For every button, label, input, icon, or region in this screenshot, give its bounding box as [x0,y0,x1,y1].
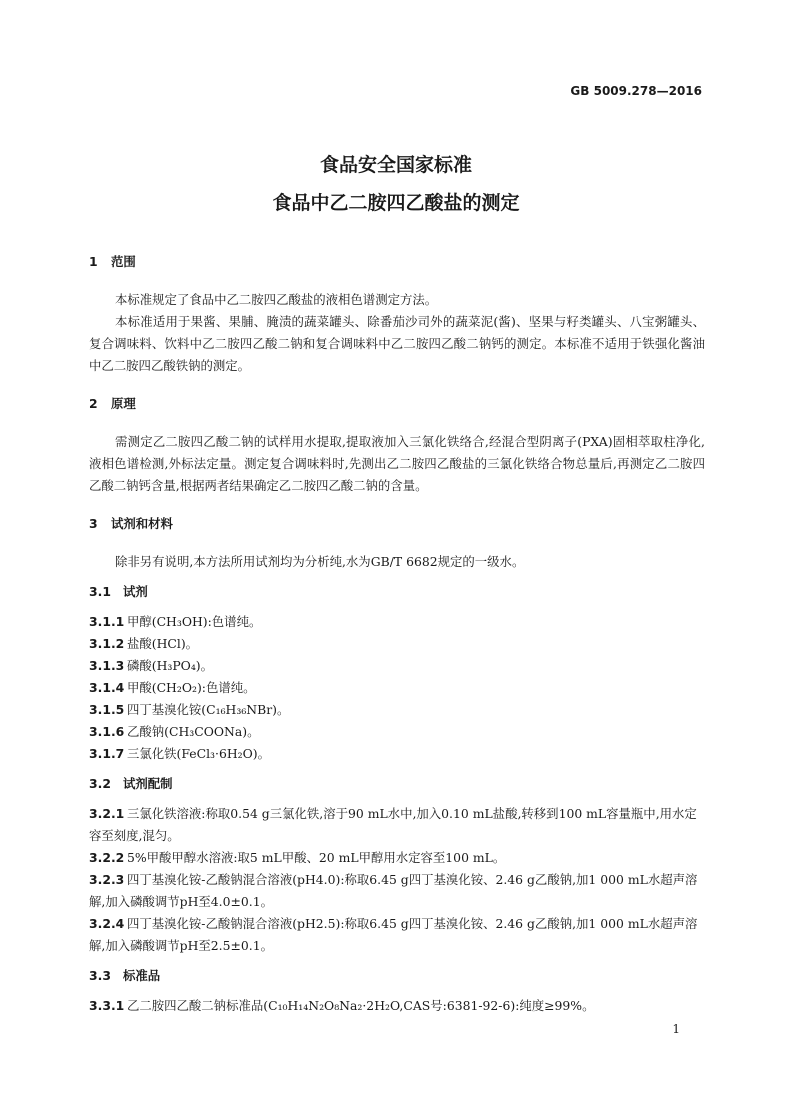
section-number: 1 [89,254,98,269]
section-number: 2 [89,396,98,411]
list-item [89,699,705,721]
page-number: 1 [672,1022,680,1036]
list-item [89,655,705,677]
list-item [89,633,705,655]
list-item [89,677,705,699]
section-title: 试剂和材料 [111,516,173,531]
item-text: 盐酸(HCl)。 [126,636,199,651]
paragraph: 需测定乙二胺四乙酸二钠的试样用水提取,提取液加入三氯化铁络合,经混合型阴离子(PXA)固相萃取柱净化,液相色谱检测,外标法定量。测定复合调味料时,先测出乙二胺四乙酸盐的三氯化铁络合物总量后,再测定乙二胺四乙酸二钠钙含量,根据两者结果确定乙二胺四乙酸二钠的含量。 [89,434,705,493]
item-number: 3.1.6 [89,724,125,739]
section-number: 3 [89,516,98,531]
subsection-3-1-heading [89,581,705,603]
document-body [89,251,705,1017]
list-item [89,995,705,1017]
item-number: 3.2.3 [89,872,125,887]
section-2-heading [89,393,705,415]
list-item [89,913,705,957]
item-number: 3.1.5 [89,702,125,717]
item-number: 3.2.2 [89,850,125,865]
list-item [89,743,705,765]
item-number: 3.1.2 [89,636,125,651]
item-number: 3.2.1 [89,806,125,821]
section-3-heading [89,513,705,535]
item-number: 3.3.1 [89,998,125,1013]
list-item [89,847,705,869]
subsection-number: 3.3 [89,968,111,983]
item-number: 3.1.1 [89,614,125,629]
subsection-title: 试剂配制 [123,776,173,791]
item-text: 甲酸(CH₂O₂):色谱纯。 [126,680,256,695]
section-title: 原理 [111,396,136,411]
item-text: 5%甲酸甲醇水溶液:取5 mL甲酸、20 mL甲醇用水定容至100 mL。 [126,850,506,865]
section-1-heading [89,251,705,273]
list-item [89,611,705,633]
subsection-3-3-heading [89,965,705,987]
item-text: 四丁基溴化铵-乙酸钠混合溶液(pH4.0):称取6.45 g四丁基溴化铵、2.46 g乙酸钠,加1 000 mL水超声溶解,加入磷酸调节pH至4.0±0.1。 [89,872,698,909]
document-title-line2: 食品中乙二胺四乙酸盐的测定 [272,192,520,214]
item-text: 三氯化铁(FeCl₃·6H₂O)。 [126,746,270,761]
item-text: 乙二胺四乙酸二钠标准品(C₁₀H₁₄N₂O₈Na₂·2H₂O,CAS号:6381-92-6):纯度≥99%。 [126,998,595,1013]
item-number: 3.1.7 [89,746,125,761]
paragraph: 本标准规定了食品中乙二胺四乙酸盐的液相色谱测定方法。 [115,292,438,307]
subsection-3-2-heading [89,773,705,795]
item-number: 3.1.3 [89,658,125,673]
item-number: 3.1.4 [89,680,125,695]
list-item [89,721,705,743]
standard-number: GB 5009.278—2016 [570,84,702,98]
item-text: 磷酸(H₃PO₄)。 [126,658,214,673]
subsection-number: 3.2 [89,776,111,791]
item-text: 四丁基溴化铵(C₁₆H₃₆NBr)。 [126,702,290,717]
section-title: 范围 [111,254,136,269]
subsection-title: 试剂 [123,584,148,599]
item-text: 四丁基溴化铵-乙酸钠混合溶液(pH2.5):称取6.45 g四丁基溴化铵、2.46 g乙酸钠,加1 000 mL水超声溶解,加入磷酸调节pH至2.5±0.1。 [89,916,698,953]
paragraph: 除非另有说明,本方法所用试剂均为分析纯,水为GB/T 6682规定的一级水。 [115,554,525,569]
subsection-title: 标准品 [123,968,161,983]
item-text: 乙酸钠(CH₃COONa)。 [126,724,260,739]
item-text: 甲醇(CH₃OH):色谱纯。 [126,614,262,629]
list-item [89,803,705,847]
item-number: 3.2.4 [89,916,125,931]
paragraph: 本标准适用于果酱、果脯、腌渍的蔬菜罐头、除番茄沙司外的蔬菜泥(酱)、坚果与籽类罐头、八宝粥罐头、复合调味料、饮料中乙二胺四乙酸二钠和复合调味料中乙二胺四乙酸二钠钙的测定。本标准不适用于铁强化酱油中乙二胺四乙酸铁钠的测定。 [89,314,705,373]
item-text: 三氯化铁溶液:称取0.54 g三氯化铁,溶于90 mL水中,加入0.10 mL盐酸,转移到100 mL容量瓶中,用水定容至刻度,混匀。 [89,806,697,843]
list-item [89,869,705,913]
subsection-number: 3.1 [89,584,111,599]
document-title-line1: 食品安全国家标准 [319,154,472,176]
